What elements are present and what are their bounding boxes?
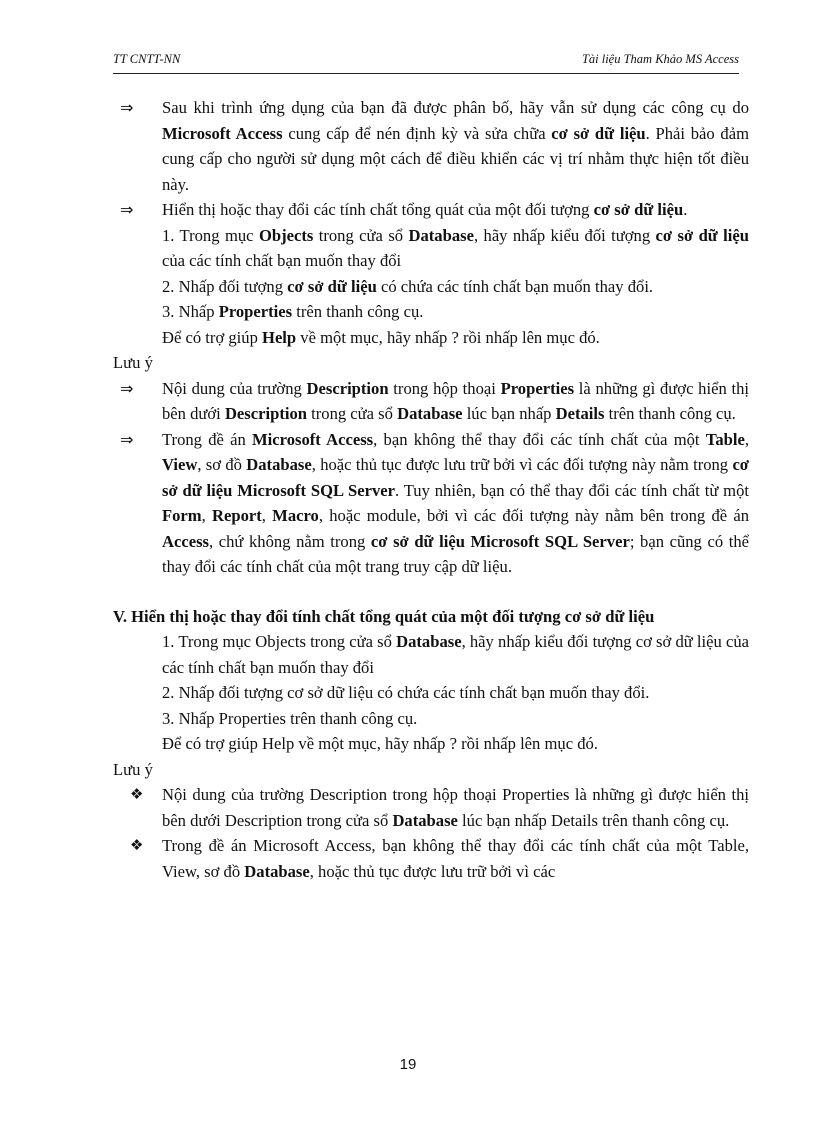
arrow-bullet-icon: ⇒ <box>120 429 134 449</box>
note-label: Lưu ý <box>113 353 153 372</box>
diamond-bullet-icon: ❖ <box>130 785 144 803</box>
step-item: 2. Nhấp đối tượng cơ sở dữ liệu có chứa các tính chất bạn muốn thay đổi. <box>162 683 650 702</box>
step-item: Để có trợ giúp Help về một mục, hãy nhấp ? rồi nhấp lên mục đó. <box>162 734 598 753</box>
page-content <box>113 95 749 884</box>
bullet-item: ⇒ Sau khi trình ứng dụng của bạn đã được phân bố, hãy vẫn sử dụng các công cụ do Microsoft Access cung cấp để nén định kỳ và sửa chữa cơ sở dữ liệu. Phải bảo đảm cung cấp cho người sử dụng một cách để điều khiển các vị trí nhằm thực hiện tốt điều này. <box>113 95 749 197</box>
page-header <box>113 52 739 68</box>
step-item: 1. Trong mục Objects trong cửa sổ Database, hãy nhấp kiểu đối tượng cơ sở dữ liệu của các tính chất bạn muốn thay đổi <box>162 632 749 677</box>
step-item: Để có trợ giúp Help về một mục, hãy nhấp ? rồi nhấp lên mục đó. <box>162 327 600 347</box>
header-divider <box>113 73 739 74</box>
diamond-bullet-icon: ❖ <box>130 836 144 854</box>
bullet-item: ⇒ Hiển thị hoặc thay đổi các tính chất tổng quát của một đối tượng cơ sở dữ liệu. <box>113 197 749 223</box>
header-right: Tài liệu Tham Khảo MS Access <box>581 52 739 66</box>
bullet-item: ⇒ Trong đề án Microsoft Access, bạn không thể thay đổi các tính chất của một Table, View, sơ đồ Database, hoặc thủ tục được lưu trữ bởi vì các đối tượng này nằm trong cơ sở dữ liệu Microsoft SQL Server. Tuy nhiên, bạn có thể thay đổi các tính chất từ một Form, Report, Macro, hoặc module, bởi vì các đối tượng này nằm bên trong đề án Access, chứ không nằm trong cơ sở dữ liệu Microsoft SQL Server; bạn cũng có thể thay đổi các tính chất của một trang truy cập dữ liệu. <box>113 427 749 580</box>
arrow-bullet-icon: ⇒ <box>120 200 134 219</box>
bullet-item: ❖ Trong đề án Microsoft Access, bạn không thể thay đổi các tính chất của một Table, View, sơ đồ Database, hoặc thủ tục được lưu trữ bởi vì các <box>113 833 749 884</box>
step-item: 3. Nhấp Properties trên thanh công cụ. <box>162 302 424 321</box>
bullet-item: ❖ Nội dung của trường Description trong hộp thoại Properties là những gì được hiển thị bên dưới Description trong cửa sổ Database lúc bạn nhấp Details trên thanh công cụ. <box>113 782 749 833</box>
arrow-bullet-icon: ⇒ <box>120 98 134 117</box>
step-item: 3. Nhấp Properties trên thanh công cụ. <box>162 708 418 728</box>
step-item: 1. Trong mục Objects trong cửa sổ Database, hãy nhấp kiểu đối tượng cơ sở dữ liệu của các tính chất bạn muốn thay đổi <box>162 225 749 270</box>
section-heading: V. Hiển thị hoặc thay đổi tính chất tổng quát của một đối tượng cơ sở dữ liệu <box>113 606 655 626</box>
arrow-bullet-icon: ⇒ <box>120 378 134 398</box>
header-left: TT CNTT-NN <box>113 52 181 66</box>
step-item: 2. Nhấp đối tượng cơ sở dữ liệu có chứa các tính chất bạn muốn thay đổi. <box>162 276 654 296</box>
bullet-item: ⇒ Nội dung của trường Description trong hộp thoại Properties là những gì được hiển thị bên dưới Description trong cửa sổ Database lúc bạn nhấp Details trên thanh công cụ. <box>113 376 749 427</box>
page-number: 19 <box>399 1056 417 1073</box>
note-label: Lưu ý <box>113 759 153 779</box>
